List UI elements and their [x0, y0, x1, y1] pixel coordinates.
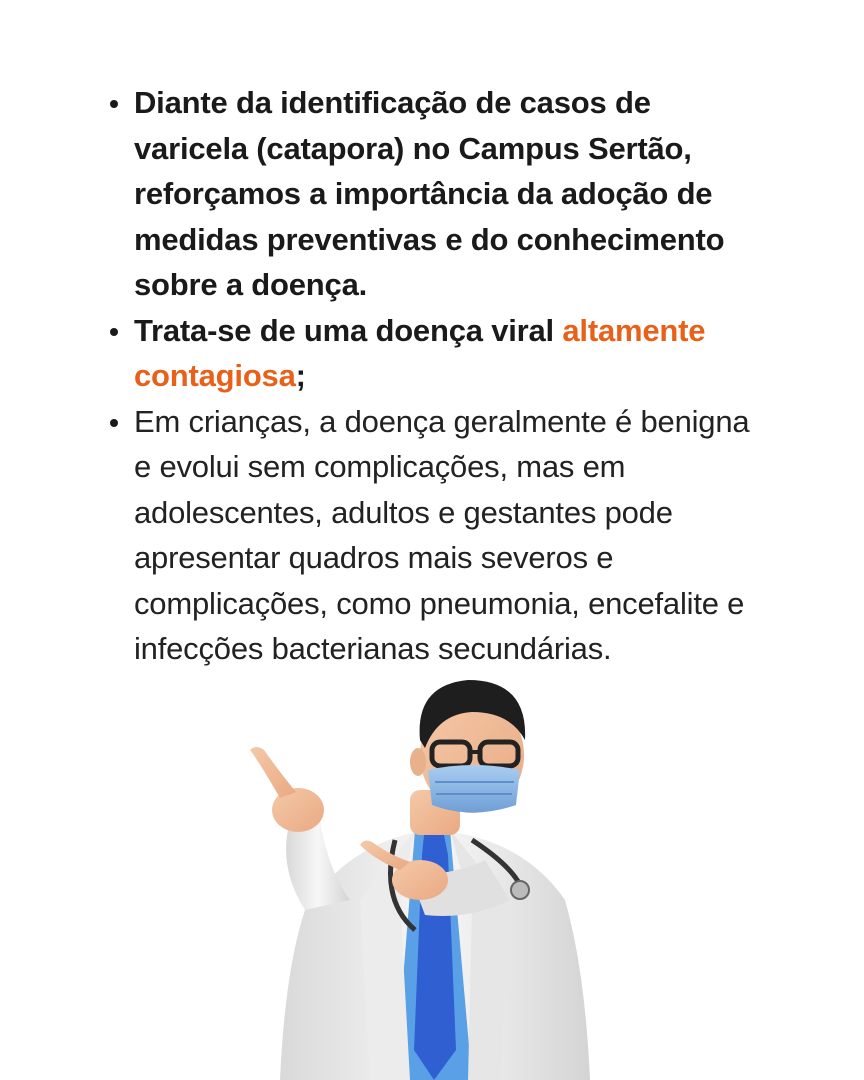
bullet-text: Diante da identificação de casos de varicela (catapora) no Campus Sertão, reforçamos a importância da adoção de medidas preventivas e do conhecimento sobre a doença. — [134, 85, 725, 302]
bullet-dot — [110, 100, 118, 108]
bullet-text-end: ; — [295, 358, 306, 393]
bullet-dot — [110, 419, 118, 427]
bullet-text: Em crianças, a doença geralmente é benigna e evolui sem complicações, mas em adolescentes, adultos e gestantes pode apresentar quadros mais severos e complicações, como pneumonia, encefalite e infecções bacterianas secundárias. — [134, 403, 750, 666]
highlight-text: altamente contagiosa — [134, 312, 706, 393]
bullet-text: Trata-se de uma doença viral — [134, 312, 563, 348]
bullet-item-viral-disease — [108, 308, 768, 399]
bullet-dot — [110, 328, 118, 336]
bullet-item-varicela-cases — [108, 80, 768, 308]
doctor-illustration — [210, 670, 630, 1080]
bullet-item-complications — [108, 399, 768, 672]
info-text — [108, 80, 768, 672]
